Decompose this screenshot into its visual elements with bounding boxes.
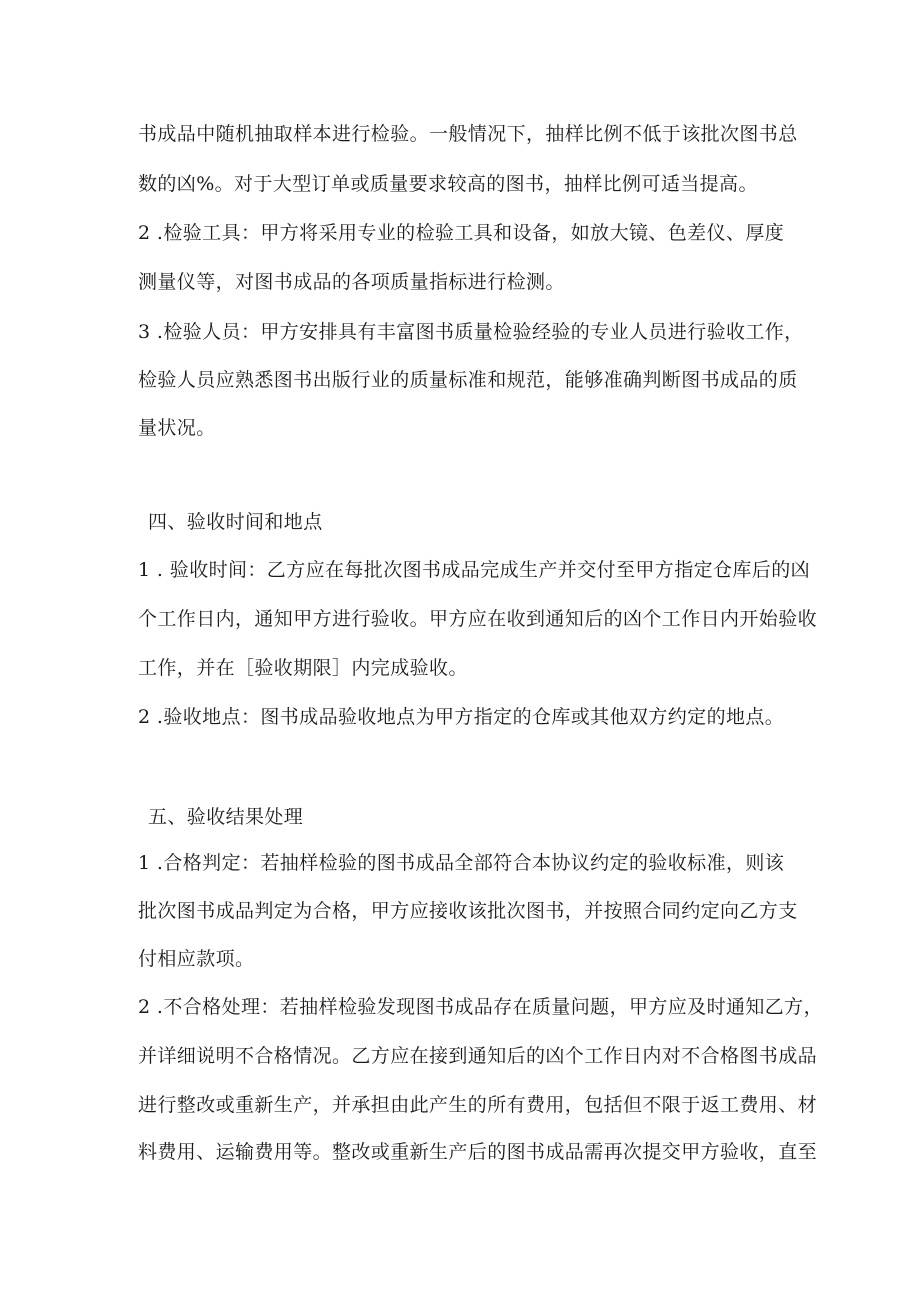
section-heading-4: 四、验收时间和地点: [148, 511, 323, 533]
list-item-1: 1 . 验收时间：乙方应在每批次图书成品完成生产并交付至甲方指定仓库后的凶: [138, 559, 811, 581]
list-item-1: 1 .合格判定：若抽样检验的图书成品全部符合本协议约定的验收标准，则该: [138, 852, 785, 874]
text-line: 书成品中随机抽取样本进行检验。一般情况下，抽样比例不低于该批次图书总: [138, 123, 798, 145]
text-line: 量状况。: [138, 417, 216, 439]
list-item-2: 2 .不合格处理：若抽样检验发现图书成品存在质量问题，甲方应及时通知乙方，: [138, 996, 823, 1018]
text-line: 并详细说明不合格情况。乙方应在接到通知后的凶个工作日内对不合格图书成品: [138, 1045, 818, 1067]
list-item-2: 2 .检验工具：甲方将采用专业的检验工具和设备，如放大镜、色差仪、厚度: [138, 222, 785, 244]
text-line: 数的凶%。对于大型订单或质量要求较高的图书，抽样比例可适当提高。: [138, 173, 758, 195]
list-item-3: 3 .检验人员：甲方安排具有丰富图书质量检验经验的专业人员进行验收工作，: [138, 321, 804, 343]
text-line: 工作，并在［验收期限］内完成验收。: [138, 657, 468, 679]
text-line: 个工作日内，通知甲方进行验收。甲方应在收到通知后的凶个工作日内开始验收: [138, 608, 818, 630]
text-line: 进行整改或重新生产，并承担由此产生的所有费用，包括但不限于返工费用、材: [138, 1094, 818, 1116]
list-item-2: 2 .验收地点：图书成品验收地点为甲方指定的仓库或其他双方约定的地点。: [138, 706, 785, 728]
text-line: 检验人员应熟悉图书出版行业的质量标准和规范，能够准确判断图书成品的质: [138, 369, 798, 391]
section-heading-5: 五、验收结果处理: [148, 806, 304, 828]
text-line: 付相应款项。: [138, 948, 255, 970]
text-line: 批次图书成品判定为合格，甲方应接收该批次图书，并按照合同约定向乙方支: [138, 900, 798, 922]
text-line: 料费用、运输费用等。整改或重新生产后的图书成品需再次提交甲方验收，直至: [138, 1141, 818, 1163]
text-line: 测量仪等，对图书成品的各项质量指标进行检测。: [138, 271, 565, 293]
